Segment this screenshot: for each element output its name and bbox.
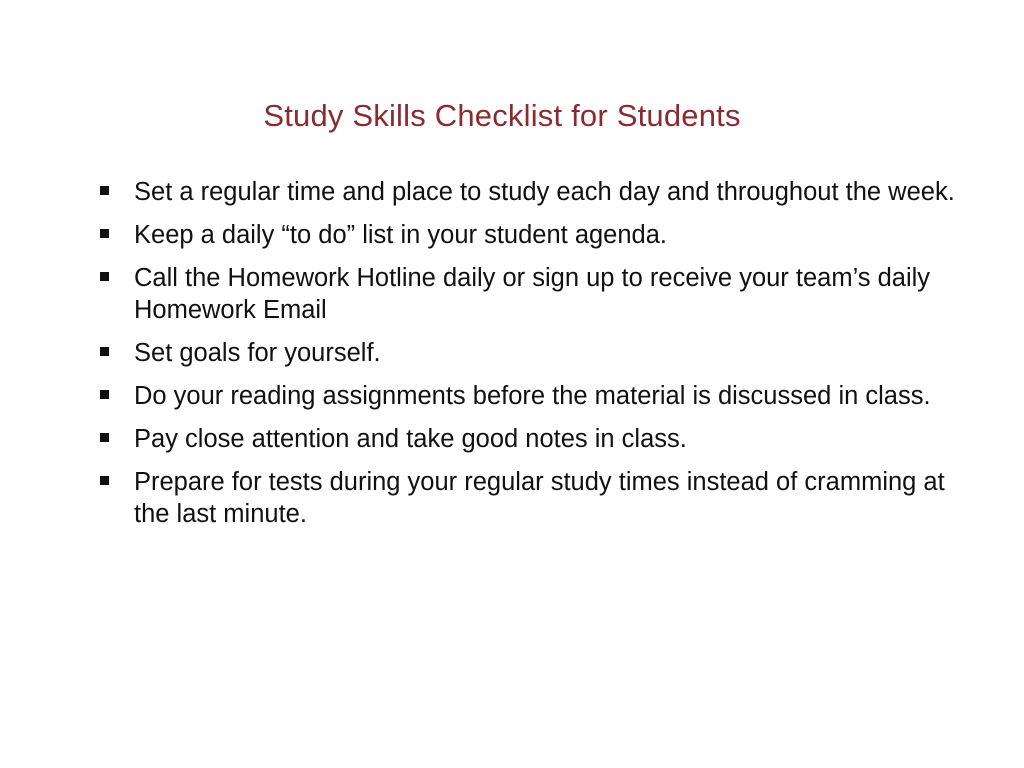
list-item-text: Set goals for yourself. <box>134 339 381 367</box>
list-item <box>98 219 978 251</box>
square-bullet-icon <box>100 272 109 281</box>
list-item-text: Call the Homework Hotline daily or sign up to receive your team’s daily Homework Email <box>134 264 931 324</box>
list-item <box>98 262 978 326</box>
list-item-text: Set a regular time and place to study each day and throughout the week. <box>134 178 955 206</box>
checklist <box>98 176 978 541</box>
list-item <box>98 380 978 412</box>
square-bullet-icon <box>100 390 109 399</box>
square-bullet-icon <box>100 433 109 442</box>
list-item <box>98 466 978 530</box>
list-item <box>98 423 978 455</box>
list-item-text: Do your reading assignments before the material is discussed in class. <box>134 382 931 410</box>
square-bullet-icon <box>100 186 109 195</box>
list-item-text: Pay close attention and take good notes in class. <box>134 425 687 453</box>
square-bullet-icon <box>100 347 109 356</box>
list-item-text: Keep a daily “to do” list in your student agenda. <box>134 221 667 249</box>
list-item-text: Prepare for tests during your regular study times instead of cramming at the last minute. <box>134 468 945 528</box>
square-bullet-icon <box>100 476 109 485</box>
list-item <box>98 176 978 208</box>
square-bullet-icon <box>100 229 109 238</box>
list-item <box>98 337 978 369</box>
slide-title: Study Skills Checklist for Students <box>263 98 741 133</box>
